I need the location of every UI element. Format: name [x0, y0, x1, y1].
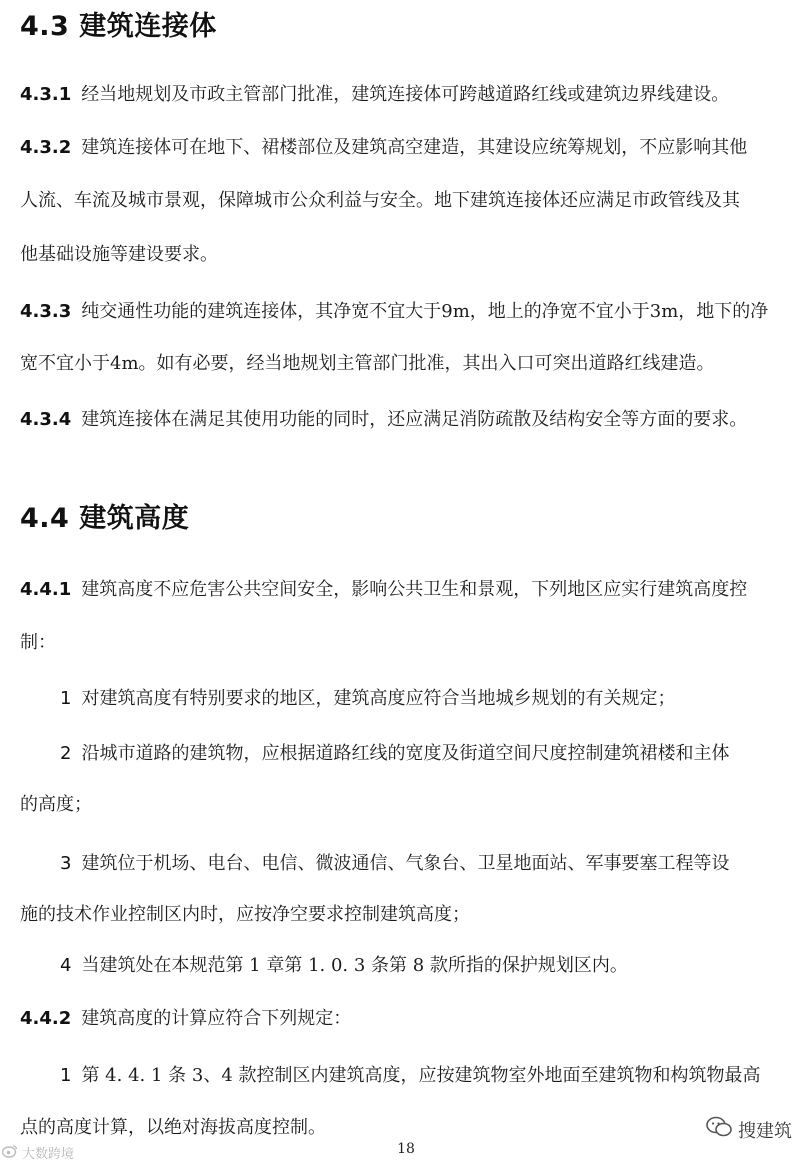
clause-text: 点的高度计算，以绝对海拔高度控制。	[20, 1117, 326, 1138]
clause-text: 第 4. 4. 1 条 3、4 款控制区内建筑高度，应按建筑物室外地面至建筑物和构筑物最高	[81, 1065, 761, 1086]
clause-number: 1	[60, 688, 72, 709]
clause-text: 他基础设施等建设要求。	[20, 244, 218, 265]
clause-text: 建筑高度的计算应符合下列规定：	[81, 1008, 352, 1029]
clause-number: 4.3.2	[20, 137, 72, 158]
text-line	[20, 578, 794, 602]
clause-text: 经当地规划及市政主管部门批准，建筑连接体可跨越道路红线或建筑边界线建设。	[81, 84, 730, 105]
section-heading-4-3: 4.3 建筑连接体	[20, 11, 217, 42]
text-line	[20, 631, 794, 655]
watermark-left	[2, 1143, 74, 1162]
text-line	[60, 742, 794, 766]
clause-text: 对建筑高度有特别要求的地区，建筑高度应符合当地城乡规划的有关规定；	[81, 688, 676, 709]
clause-number: 4.4.2	[20, 1008, 72, 1029]
watermark-right-text: 搜建筑	[738, 1120, 792, 1142]
text-line	[60, 687, 794, 711]
clause-number: 4.3.1	[20, 84, 72, 105]
text-line	[20, 136, 794, 160]
section-heading-4-4: 4.4 建筑高度	[20, 503, 190, 534]
clause-number: 4.4.1	[20, 579, 72, 600]
text-line	[20, 408, 794, 432]
wechat-icon	[706, 1116, 732, 1143]
text-line	[60, 1064, 794, 1088]
clause-number: 3	[60, 853, 72, 874]
text-line	[60, 852, 794, 876]
page-number: 18	[397, 1141, 415, 1157]
clause-text: 建筑连接体在满足其使用功能的同时，还应满足消防疏散及结构安全等方面的要求。	[81, 409, 748, 430]
watermark-right	[706, 1116, 792, 1143]
clause-text: 当建筑处在本规范第 1 章第 1. 0. 3 条第 8 款所指的保护规划区内。	[81, 955, 628, 976]
clause-text: 的高度；	[20, 794, 92, 815]
clause-text: 建筑高度不应危害公共空间安全，影响公共卫生和景观，下列地区应实行建筑高度控	[81, 579, 748, 600]
watermark-left-text: 大数跨境	[22, 1147, 75, 1162]
clause-text: 建筑连接体可在地下、裙楼部位及建筑高空建造，其建设应统筹规划，不应影响其他	[81, 137, 748, 158]
clause-text: 施的技术作业控制区内时，应按净空要求控制建筑高度；	[20, 904, 470, 925]
text-line	[20, 903, 794, 927]
clause-text: 宽不宜小于4m。如有必要，经当地规划主管部门批准，其出入口可突出道路红线建造。	[20, 353, 715, 374]
clause-text: 沿城市道路的建筑物，应根据道路红线的宽度及街道空间尺度控制建筑裙楼和主体	[81, 743, 730, 764]
text-line	[20, 83, 794, 107]
clause-number: 2	[60, 743, 72, 764]
clause-number: 4	[60, 955, 72, 976]
clause-text: 纯交通性功能的建筑连接体，其净宽不宜大于9m，地上的净宽不宜小于3m，地下的净	[81, 301, 769, 322]
clause-text: 人流、车流及城市景观，保障城市公众利益与安全。地下建筑连接体还应满足市政管线及其	[20, 190, 740, 211]
clause-text: 建筑位于机场、电台、电信、微波通信、气象台、卫星地面站、军事要塞工程等设	[81, 853, 730, 874]
text-line	[60, 954, 794, 978]
text-line	[20, 189, 794, 213]
text-line	[20, 243, 794, 267]
weibo-icon	[2, 1144, 18, 1162]
clause-number: 4.3.4	[20, 409, 72, 430]
clause-number: 1	[60, 1065, 72, 1086]
text-line	[20, 352, 794, 376]
text-line	[20, 793, 794, 817]
clause-text: 制：	[20, 632, 56, 653]
text-line	[20, 1116, 794, 1140]
clause-number: 4.3.3	[20, 301, 72, 322]
text-line	[20, 1007, 794, 1031]
text-line	[20, 300, 794, 324]
